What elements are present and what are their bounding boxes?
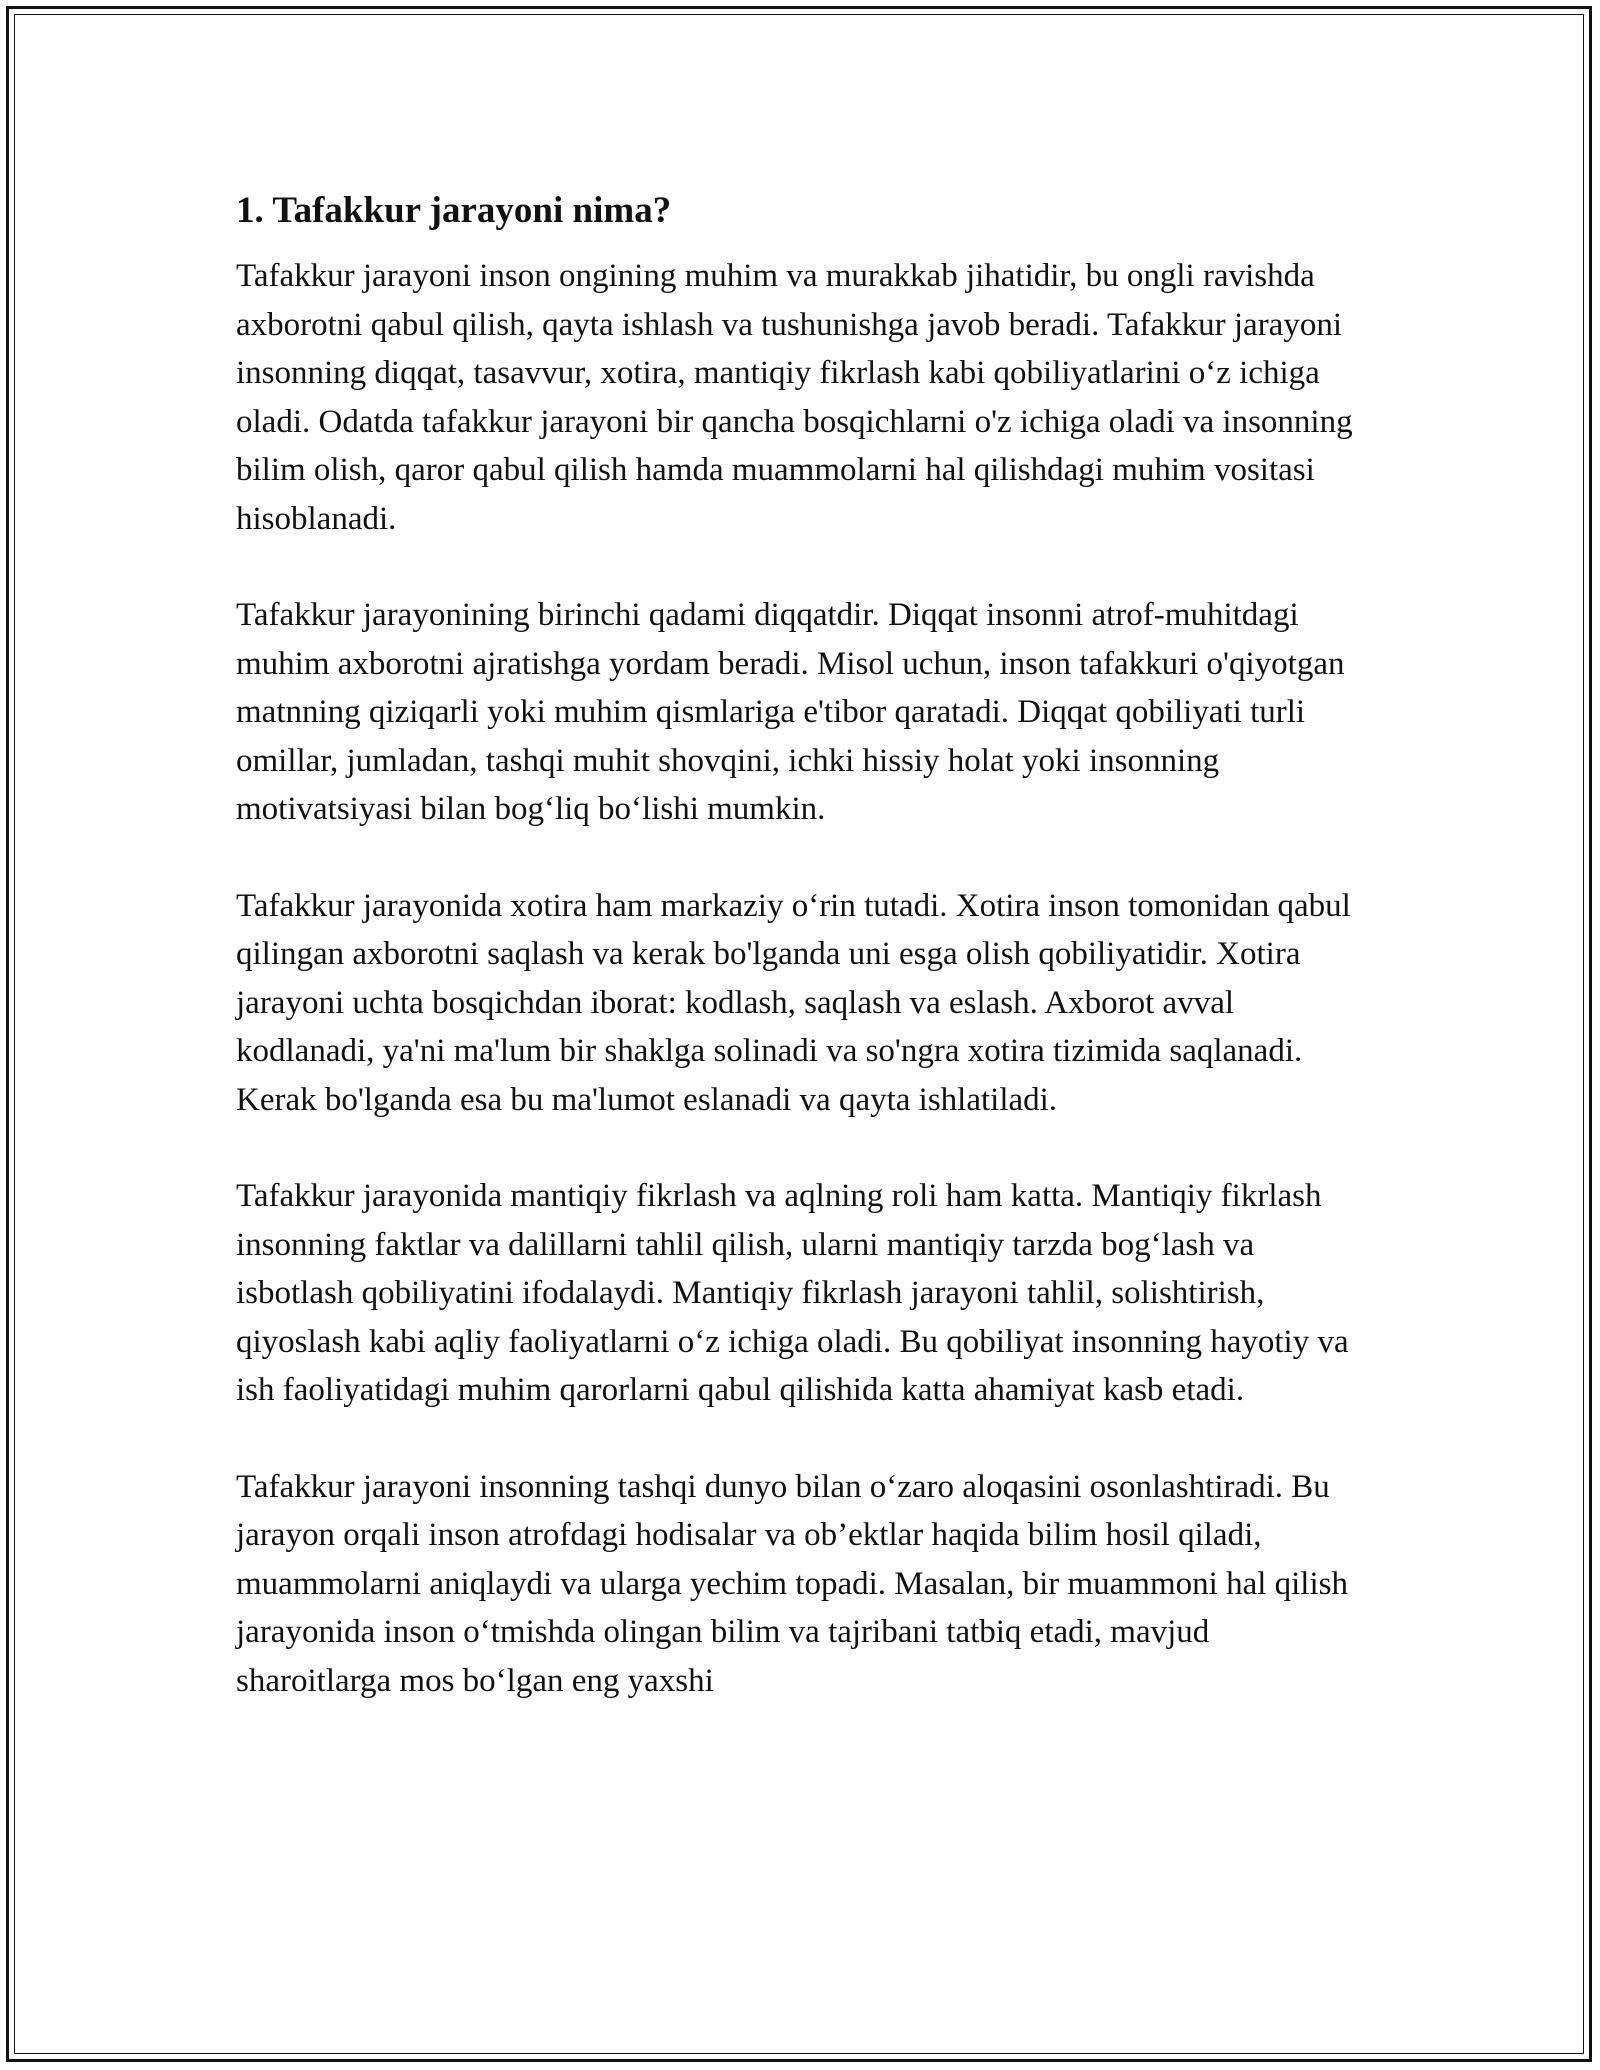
document-body xyxy=(236,186,1366,1753)
paragraph-1: Tafakkur jarayoni inson ongining muhim va murakkab jihatidir, bu ongli ravishda axborotni qabul qilish, qayta ishlash va tushunishga javob beradi. Tafakkur jarayoni insonning diqqat, tasavvur, xotira, mantiqiy fikrlash kabi qobiliyatlarini o‘z ichiga oladi. Odatda tafakkur jarayoni bir qancha bosqichlarni o'z ichiga oladi va insonning bilim olish, qaror qabul qilish hamda muammolarni hal qilishdagi muhim vositasi hisoblanadi. xyxy=(236,258,1353,537)
paragraph-2: Tafakkur jarayonining birinchi qadami diqqatdir. Diqqat insonni atrof-muhitdagi muhim axborotni ajratishga yordam beradi. Misol uchun, inson tafakkuri o'qiyotgan matnning qiziqarli yoki muhim qismlariga e'tibor qaratadi. Diqqat qobiliyati turli omillar, jumladan, tashqi muhit shovqini, ichki hissiy holat yoki insonning motivatsiyasi bilan bog‘liq bo‘lishi mumkin. xyxy=(236,597,1345,827)
paragraph-5: Tafakkur jarayoni insonning tashqi dunyo bilan o‘zaro aloqasini osonlashtiradi. Bu jarayon orqali inson atrofdagi hodisalar va ob’ektlar haqida bilim hosil qiladi, muammolarni aniqlaydi va ularga yechim topadi. Masalan, bir muammoni hal qilish jarayonida inson o‘tmishda olingan bilim va tajribani tatbiq etadi, mavjud sharoitlarga mos bo‘lgan eng yaxshi xyxy=(236,1468,1348,1699)
paragraph-4: Tafakkur jarayonida mantiqiy fikrlash va aqlning roli ham katta. Mantiqiy fikrlash insonning faktlar va dalillarni tahlil qilish, ularni mantiqiy tarzda bog‘lash va isbotlash qobiliyatini ifodalaydi. Mantiqiy fikrlash jarayoni tahlil, solishtirish, qiyoslash kabi aqliy faoliyatlarni o‘z ichiga oladi. Bu qobiliyat insonning hayotiy va ish faoliyatidagi muhim qarorlarni qabul qilishida katta ahamiyat kasb etadi. xyxy=(236,1178,1349,1408)
section-heading: 1. Tafakkur jarayoni nima? xyxy=(236,190,672,231)
paragraph-3: Tafakkur jarayonida xotira ham markaziy o‘rin tutadi. Xotira inson tomonidan qabul qilingan axborotni saqlash va kerak bo'lganda uni esga olish qobiliyatidir. Xotira jarayoni uchta bosqichdan iborat: kodlash, saqlash va eslash. Axborot avval kodlanadi, ya'ni ma'lum bir shaklga solinadi va so'ngra xotira tizimida saqlanadi. Kerak bo'lganda esa bu ma'lumot eslanadi va qayta ishlatiladi. xyxy=(236,887,1351,1118)
